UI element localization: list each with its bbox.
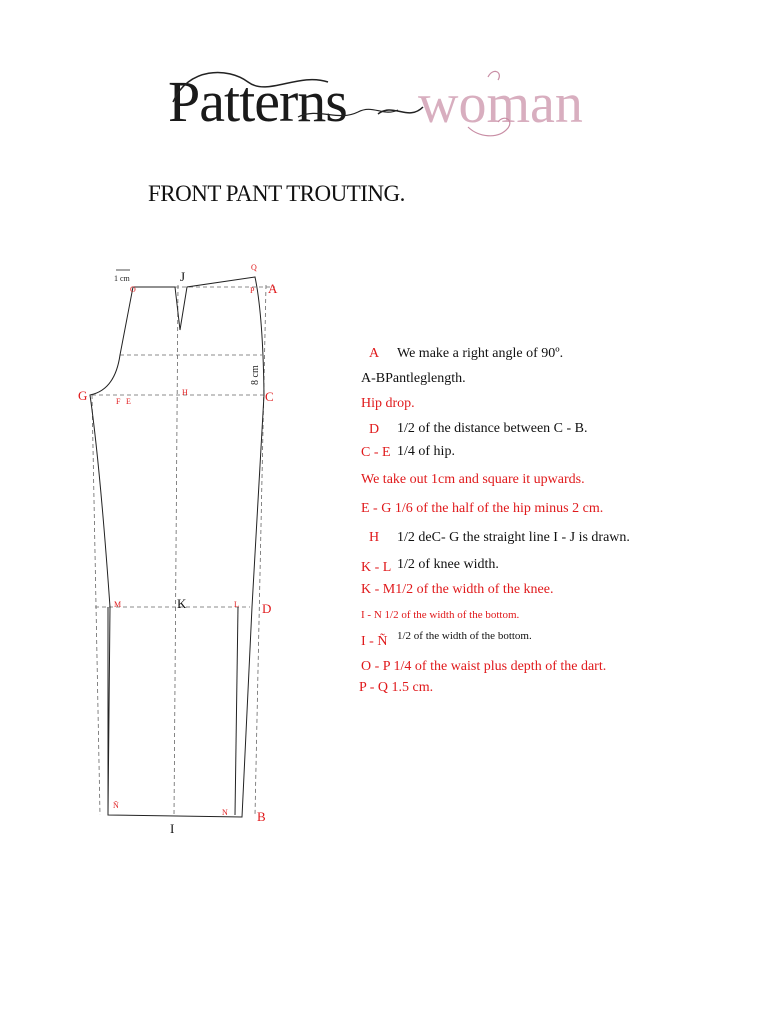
note-5-text: We take out 1cm and square it upwards. (361, 472, 585, 487)
point-n: N (222, 808, 228, 817)
note-4-key: C - E (361, 445, 391, 460)
note-11-key: I - Ñ (361, 634, 388, 649)
brand-word-woman: woman (418, 73, 583, 135)
point-o: O (130, 285, 136, 294)
point-b: B (257, 809, 266, 824)
note-1-text: A-BPantleglength. (361, 371, 466, 386)
note-3-key: D (369, 422, 380, 437)
point-c: C (265, 389, 274, 404)
note-8-text: 1/2 of knee width. (397, 557, 499, 572)
note-3-text: 1/2 of the distance between C - B. (397, 421, 588, 436)
scale-label: 1 cm (114, 274, 130, 283)
note-8-key: K - L (361, 560, 392, 575)
note-12-text: O - P 1/4 of the waist plus depth of the dart. (361, 659, 607, 674)
point-p: P (250, 286, 255, 295)
brand-logo (168, 62, 618, 152)
point-a: A (268, 281, 278, 296)
point-k: K (177, 596, 187, 611)
point-q: Q (251, 263, 257, 272)
note-2-text: Hip drop. (361, 396, 415, 411)
point-d: D (262, 601, 272, 616)
point-e: E (126, 397, 131, 406)
note-7-key: H (369, 530, 380, 545)
note-0-text: We make a right angle of 90º. (397, 346, 564, 361)
point-m: M (114, 600, 122, 609)
note-0-key: A (369, 346, 380, 361)
page-title: FRONT PANT TROUTING. (148, 181, 405, 206)
note-7-text: 1/2 deC- G the straight line I - J is drawn. (397, 530, 630, 545)
point-f: F (116, 397, 121, 406)
logo-swirl-icon (168, 62, 618, 152)
pattern-diagram (70, 255, 300, 845)
note-11-text: 1/2 of the width of the bottom. (397, 630, 532, 642)
point-j: J (180, 269, 186, 284)
point-n-tilde: Ñ (113, 801, 119, 810)
note-9-text: K - M1/2 of the width of the knee. (361, 582, 554, 597)
brand-word-patterns: Patterns (168, 69, 347, 134)
note-4-text: 1/4 of hip. (397, 444, 455, 459)
note-13-text: P - Q 1.5 cm. (359, 680, 434, 695)
point-i: I (170, 821, 175, 836)
point-h: H (182, 388, 188, 397)
point-l: L (234, 600, 239, 609)
note-10-text: I - N 1/2 of the width of the bottom. (361, 609, 520, 621)
point-g: G (78, 388, 88, 403)
note-6-text: E - G 1/6 of the half of the hip minus 2 cm. (361, 501, 604, 516)
dimension-label: 8 cm (250, 365, 261, 385)
